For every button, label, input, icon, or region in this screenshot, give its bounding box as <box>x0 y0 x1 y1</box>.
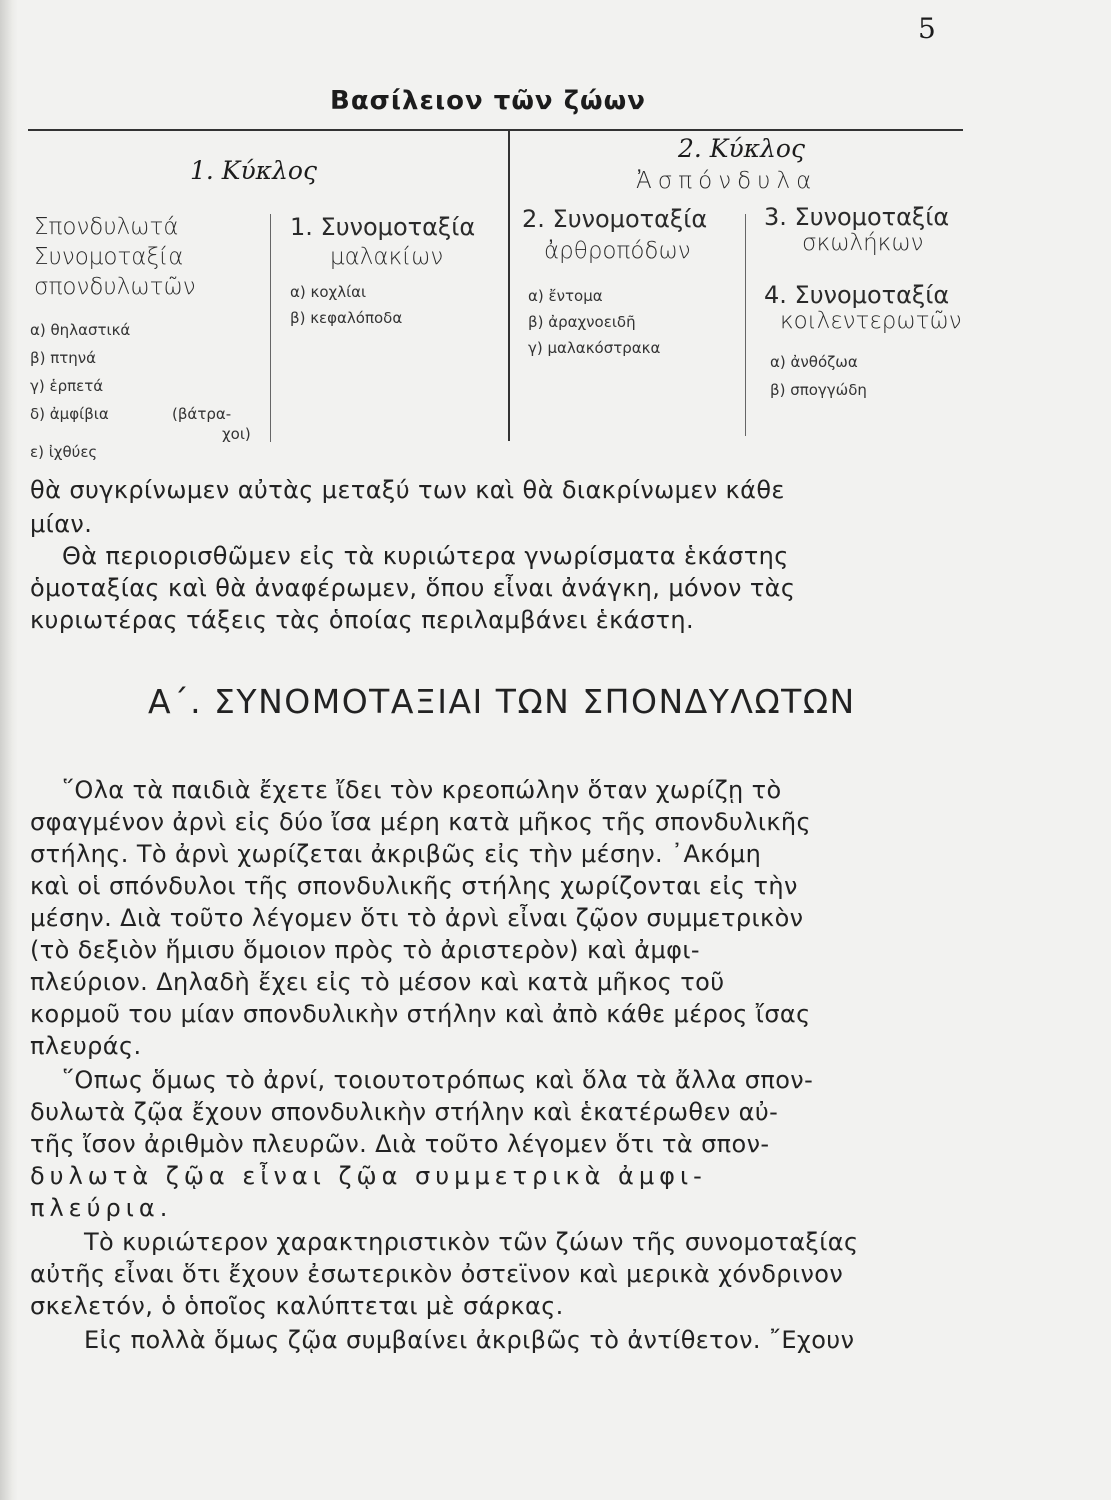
column-divider-1 <box>270 214 271 442</box>
arthropod-class-crustaceans: γ) μαλακόστρακα <box>528 339 661 357</box>
kingdom-title: Βασίλειον τῶν ζώων <box>330 86 646 116</box>
worms-phylum-name: σκωλήκων <box>802 230 924 256</box>
body-line: αὐτῆς εἶναι ὅτι ἔχουν ἐσωτερικὸν ὀστεϊνον καὶ μερικὰ χόνδρινον <box>30 1260 844 1288</box>
arthropods-phylum: 2. Συνομοταξία <box>522 205 708 233</box>
coelenterates-phylum-name: κοιλεντερωτῶν <box>780 308 962 334</box>
body-line: Εἰς πολλὰ ὅμως ζῷα συμβαίνει ἀκριβῶς τὸ ἀντίθετον. ῎Εχουν <box>84 1326 855 1354</box>
table-top-rule <box>28 129 963 131</box>
molluscs-phylum-name: μαλακίων <box>330 244 444 270</box>
vertebrates-label: Σπονδυλωτά <box>34 214 179 240</box>
intro-line: κυριωτέρας τάξεις τὰς ὁποίας περιλαμβάνει ἑκάστη. <box>30 606 694 634</box>
page-spine-shadow <box>0 0 18 1500</box>
amphibians-note-2: χοι) <box>222 425 251 443</box>
body-line: πλεύρια. <box>30 1194 173 1222</box>
intro-line: ὁμοταξίας καὶ θὰ ἀναφέρωμεν, ὅπου εἶναι ἀνάγκη, μόνον τὰς <box>30 574 796 602</box>
body-line: (τὸ δεξιὸν ἥμισυ ὅμοιον πρὸς τὸ ἀριστερὸν) καὶ ἀμφι- <box>30 936 700 964</box>
body-line: δυλωτὰ ζῷα ἔχουν σπονδυλικὴν στήλην καὶ ἑκατέρωθεν αὐ- <box>30 1098 779 1126</box>
cycle-divider <box>508 131 510 441</box>
worms-phylum: 3. Συνομοταξία <box>764 203 950 231</box>
vertebrate-class-birds: β) πτηνά <box>30 349 97 367</box>
page-number: 5 <box>918 12 936 45</box>
body-line: ῞Οπως ὅμως τὸ ἀρνί, τοιουτοτρόπως καὶ ὅλα τὰ ἄλλα σπον- <box>62 1066 814 1094</box>
vertebrate-class-reptiles: γ) ἑρπετά <box>30 377 104 395</box>
vertebrate-class-fishes: ε) ἰχθύες <box>30 443 98 461</box>
column-divider-2 <box>745 214 746 436</box>
body-line: καὶ οἱ σπόνδυλοι τῆς σπονδυλικῆς στήλης χωρίζονται εἰς τὴν <box>30 872 798 900</box>
body-line: στήλης. Τὸ ἀρνὶ χωρίζεται ἀκριβῶς εἰς τὴν μέσην. ᾿Ακόμη <box>30 840 762 868</box>
section-heading: Α΄. ΣΥΝΟΜΟΤΑΞΙΑΙ ΤΩΝ ΣΠΟΝΔΥΛΩΤΩΝ <box>148 682 856 721</box>
mollusc-class-cephalopods: β) κεφαλόποδα <box>290 309 403 327</box>
intro-line: θὰ συγκρίνωμεν αὐτὰς μεταξύ των καὶ θὰ διακρίνωμεν κάθε <box>30 476 785 504</box>
vertebrates-phylum-name: σπονδυλωτῶν <box>34 274 196 300</box>
body-line: δυλωτὰ ζῷα εἶναι ζῷα συμμετρικὰ ἀμφι- <box>30 1162 707 1190</box>
body-line: μέσην. Διὰ τοῦτο λέγομεν ὅτι τὸ ἀρνὶ εἶναι ζῷον συμμετρικὸν <box>30 904 804 932</box>
coelenterate-class-sponges: β) σπογγώδη <box>770 381 867 399</box>
vertebrate-class-amphibians: δ) ἀμφίβια <box>30 405 109 423</box>
body-line: Τὸ κυριώτερον χαρακτηριστικὸν τῶν ζώων τῆς συνομοταξίας <box>84 1228 859 1256</box>
coelenterates-phylum: 4. Συνομοταξία <box>764 281 950 309</box>
cycle-2-title: 2. Κύκλος <box>678 134 805 163</box>
body-line: πλεύριον. Δηλαδὴ ἔχει εἰς τὸ μέσον καὶ κατὰ μῆκος τοῦ <box>30 968 725 996</box>
arthropod-class-arachnids: β) ἀραχνοειδῆ <box>528 313 636 331</box>
body-line: πλευράς. <box>30 1032 142 1060</box>
intro-line: μίαν. <box>30 510 93 538</box>
arthropod-class-insects: α) ἔντομα <box>528 287 603 305</box>
body-line: σφαγμένον ἀρνὶ εἰς δύο ἴσα μέρη κατὰ μῆκος τῆς σπονδυλικῆς <box>30 808 811 836</box>
invertebrates-label: Ἀσπόνδυλα <box>636 168 818 194</box>
body-line: κορμοῦ του μίαν σπονδυλικὴν στήλην καὶ ἀπὸ κάθε μέρος ἴσας <box>30 1000 811 1028</box>
amphibians-note-1: (βάτρα- <box>172 405 232 423</box>
cycle-1-title: 1. Κύκλος <box>190 156 317 185</box>
intro-line: Θὰ περιορισθῶμεν εἰς τὰ κυριώτερα γνωρίσματα ἑκάστης <box>62 542 789 570</box>
body-line: σκελετόν, ὁ ὁποῖος καλύπτεται μὲ σάρκας. <box>30 1292 564 1320</box>
coelenterate-class-anthozoa: α) ἀνθόζωα <box>770 353 858 371</box>
mollusc-class-snails: α) κοχλίαι <box>290 283 367 301</box>
vertebrates-phylum: Συνομοταξία <box>34 244 184 270</box>
molluscs-phylum: 1. Συνομοταξία <box>290 213 476 241</box>
body-line: τῆς ἴσον ἀριθμὸν πλευρῶν. Διὰ τοῦτο λέγομεν ὅτι τὰ σπον- <box>30 1130 770 1158</box>
arthropods-phylum-name: ἀρθροπόδων <box>544 238 691 264</box>
vertebrate-class-mammals: α) θηλαστικά <box>30 321 131 339</box>
body-line: ῞Ολα τὰ παιδιὰ ἔχετε ἴδει τὸν κρεοπώλην ὅταν χωρίζῃ τὸ <box>62 776 782 804</box>
